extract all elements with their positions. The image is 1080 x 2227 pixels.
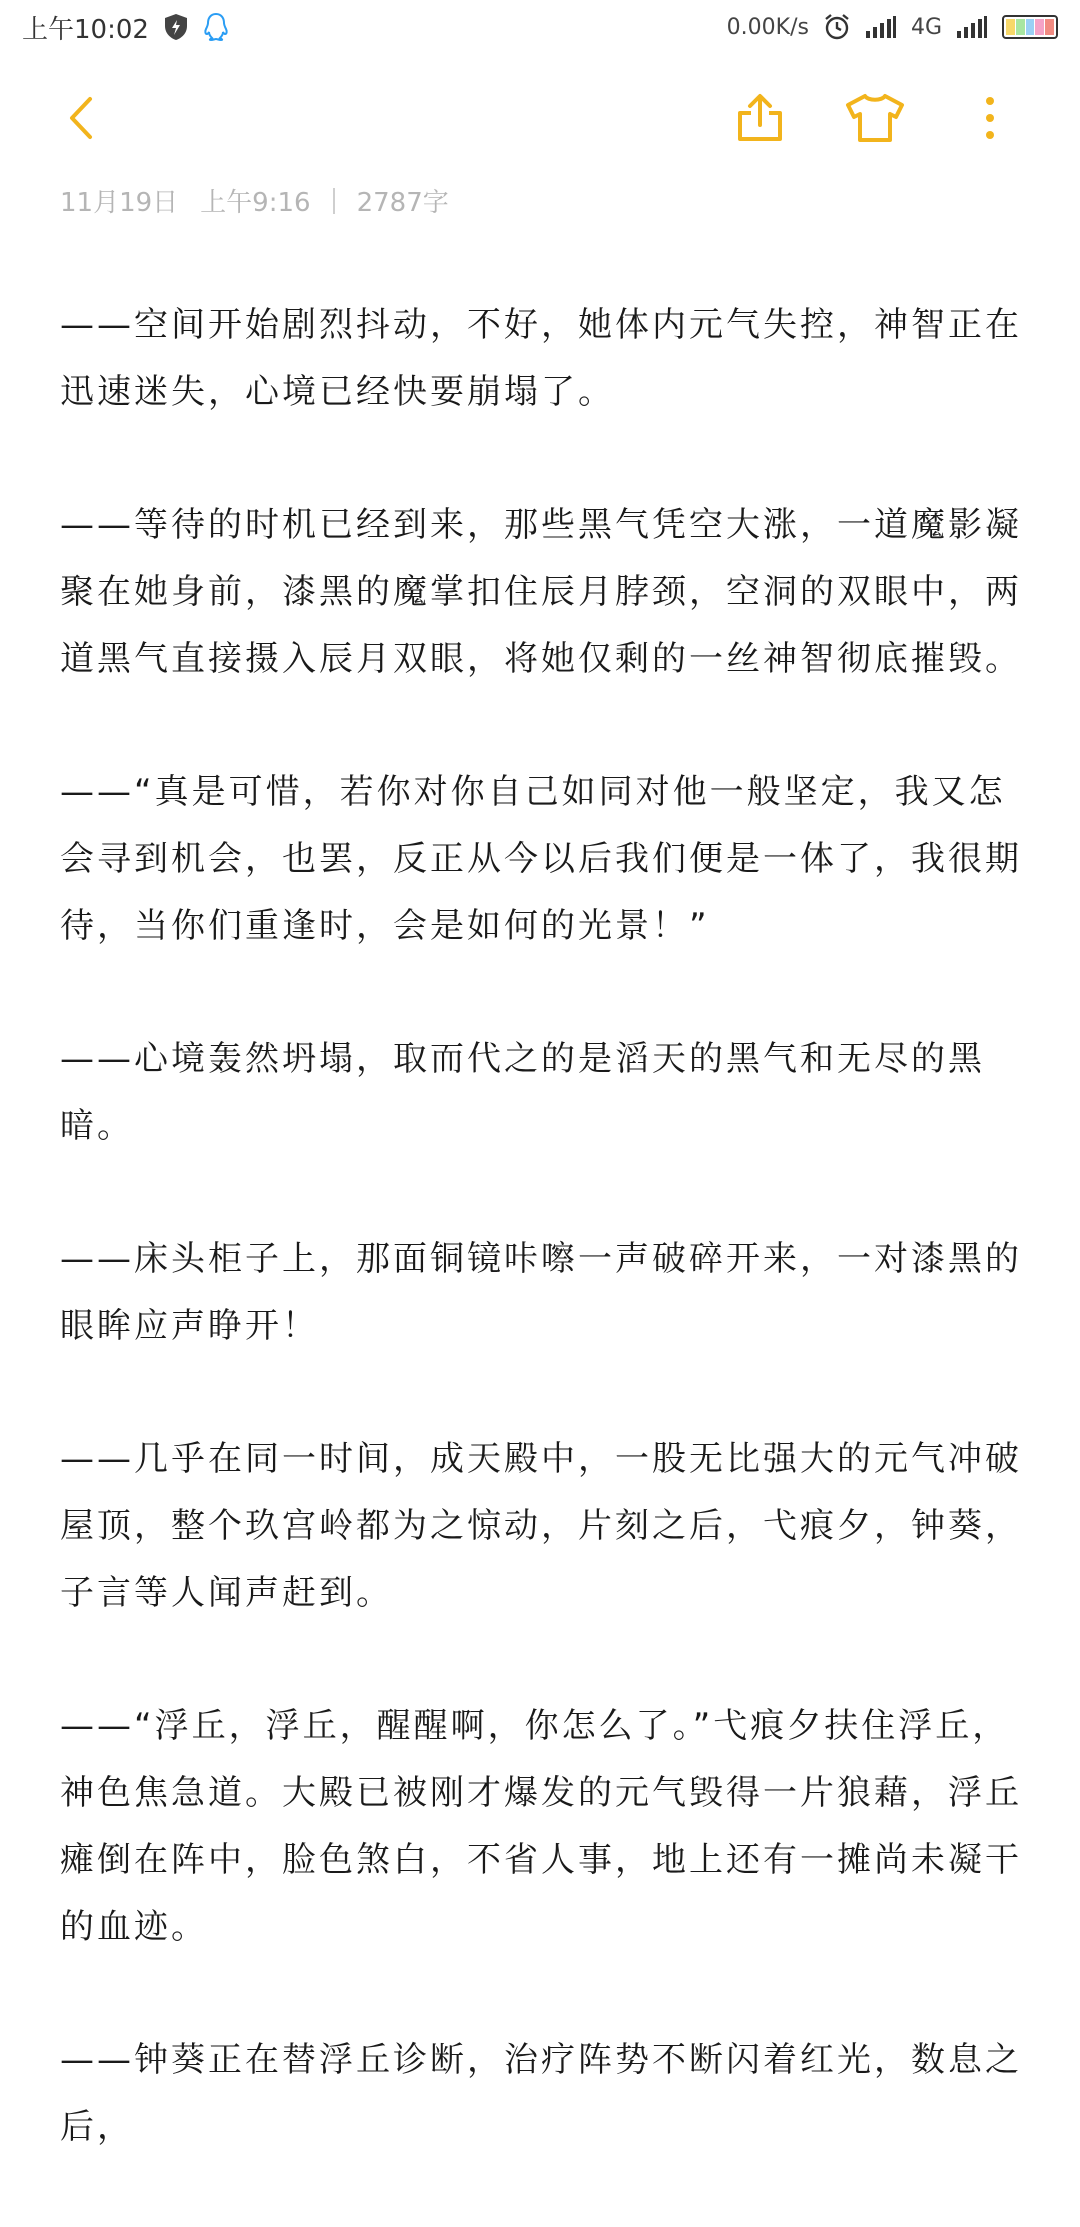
note-meta xyxy=(60,182,449,219)
theme-button[interactable] xyxy=(835,78,915,158)
note-time: 上午9:16 xyxy=(200,188,311,218)
paragraph: ——“浮丘，浮丘，醒醒啊，你怎么了。”弋痕夕扶住浮丘，神色焦急道。大殿已被刚才爆发的元气毁得一片狼藉，浮丘瘫倒在阵中，脸色煞白，不省人事，地上还有一摊尚未凝干的血迹。 xyxy=(60,1706,1022,1947)
paragraph: ——等待的时机已经到来，那些黑气凭空大涨，一道魔影凝聚在她身前，漆黑的魔掌扣住辰月脖颈，空洞的双眼中，两道黑气直接摄入辰月双眼，将她仅剩的一丝神智彻底摧毁。 xyxy=(60,505,1022,679)
alarm-icon xyxy=(823,13,851,41)
more-button[interactable] xyxy=(950,78,1030,158)
paragraph: ——钟葵正在替浮丘诊断，治疗阵势不断闪着红光，数息之后， xyxy=(60,2040,1022,2147)
signal-icon xyxy=(865,15,897,39)
toolbar xyxy=(0,78,1080,158)
status-left xyxy=(22,9,229,46)
qq-icon xyxy=(203,12,229,42)
share-button[interactable] xyxy=(720,78,800,158)
meta-divider xyxy=(333,188,335,214)
note-body[interactable] xyxy=(60,292,1028,2227)
chevron-left-icon xyxy=(60,93,100,143)
net-speed: 0.00K/s xyxy=(726,14,809,40)
status-time: 上午10:02 xyxy=(22,14,149,45)
tshirt-icon xyxy=(844,91,906,145)
battery-icon xyxy=(1002,15,1058,39)
back-button[interactable] xyxy=(40,78,120,158)
network-type: 4G xyxy=(910,14,942,40)
status-bar xyxy=(0,0,1080,54)
note-date: 11月19日 xyxy=(60,188,179,218)
shield-icon xyxy=(163,13,189,41)
paragraph: ——几乎在同一时间，成天殿中，一股无比强大的元气冲破屋顶，整个玖宫岭都为之惊动，片刻之后，弋痕夕，钟葵，子言等人闻声赶到。 xyxy=(60,1439,1022,1613)
word-count: 2787字 xyxy=(356,188,449,218)
signal-icon-2 xyxy=(956,15,988,39)
paragraph: ——床头柜子上，那面铜镜咔嚓一声破碎开来，一对漆黑的眼眸应声睁开！ xyxy=(60,1239,1022,1346)
paragraph: ——心境轰然坍塌，取而代之的是滔天的黑气和无尽的黑暗。 xyxy=(60,1039,985,1146)
more-vertical-icon xyxy=(980,93,1000,143)
status-right xyxy=(727,13,1058,41)
share-icon xyxy=(733,91,787,145)
paragraph: ——“真是可惜，若你对你自己如同对他一般坚定，我又怎会寻到机会，也罢，反正从今以后我们便是一体了，我很期待，当你们重逢时，会是如何的光景！” xyxy=(60,772,1022,946)
paragraph: ——空间开始剧烈抖动，不好，她体内元气失控，神智正在迅速迷失，心境已经快要崩塌了。 xyxy=(60,305,1022,412)
